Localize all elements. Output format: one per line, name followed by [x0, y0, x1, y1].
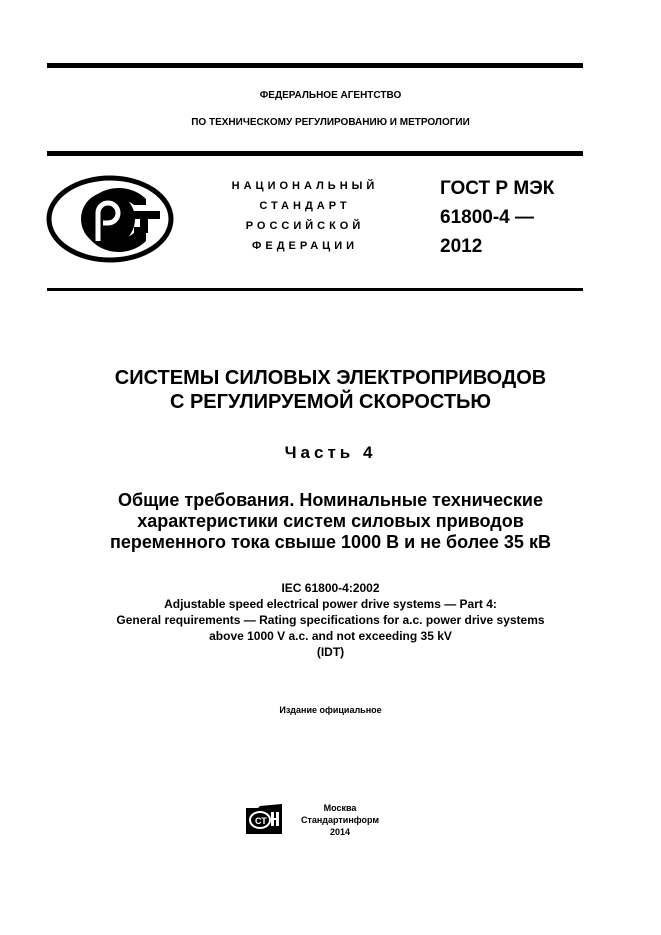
title-line: С РЕГУЛИРУЕМОЙ СКОРОСТЬЮ	[169, 391, 492, 413]
iec-line: Adjustable speed electrical power drive systems — Part 4:	[164, 597, 497, 611]
subtitle-line: характеристики систем силовых приводов	[137, 511, 524, 531]
svg-text:СТ: СТ	[255, 816, 267, 826]
edition-label: Издание официальное	[279, 705, 382, 715]
iec-reference	[0, 580, 661, 660]
iec-line: (IDT)	[316, 645, 345, 659]
part-label: Часть 4	[284, 443, 377, 462]
national-line: ФЕДЕРАЦИИ	[251, 240, 359, 252]
national-standard-label	[215, 176, 395, 256]
document-subtitle	[0, 490, 661, 553]
top-rule	[47, 63, 583, 68]
publisher-year: 2014	[329, 827, 351, 837]
iec-line: General requirements — Rating specifications for a.c. power drive systems	[116, 613, 545, 627]
publisher-info	[295, 802, 385, 838]
national-line: РОССИЙСКОЙ	[245, 220, 365, 232]
publisher-name: Стандартинформ	[300, 815, 380, 825]
designation-line: ГОСТ Р МЭК	[440, 178, 555, 199]
subtitle-line: переменного тока свыше 1000 В и не более 35 кВ	[110, 532, 551, 552]
standard-block-rule	[47, 288, 583, 291]
designation-line: 61800-4 —	[440, 207, 535, 228]
agency-line-1: ФЕДЕРАЛЬНОЕ АГЕНТСТВО	[259, 90, 402, 101]
standard-designation	[440, 174, 554, 261]
iec-line: IEC 61800-4:2002	[281, 581, 380, 595]
national-line: СТАНДАРТ	[259, 200, 351, 212]
iec-line: above 1000 V a.c. and not exceeding 35 kV	[209, 629, 452, 643]
standartinform-logo-icon	[244, 804, 284, 836]
gost-r-logo-icon	[46, 175, 176, 265]
publisher-city: Москва	[323, 803, 357, 813]
header-bottom-rule	[47, 151, 583, 156]
designation-line: 2012	[440, 236, 483, 257]
agency-line-2: ПО ТЕХНИЧЕСКОМУ РЕГУЛИРОВАНИЮ И МЕТРОЛОГИИ	[191, 117, 470, 128]
subtitle-line: Общие требования. Номинальные технические	[118, 490, 543, 510]
national-line: НАЦИОНАЛЬНЫЙ	[231, 180, 379, 192]
document-title	[0, 366, 661, 414]
title-line: СИСТЕМЫ СИЛОВЫХ ЭЛЕКТРОПРИВОДОВ	[114, 367, 547, 389]
